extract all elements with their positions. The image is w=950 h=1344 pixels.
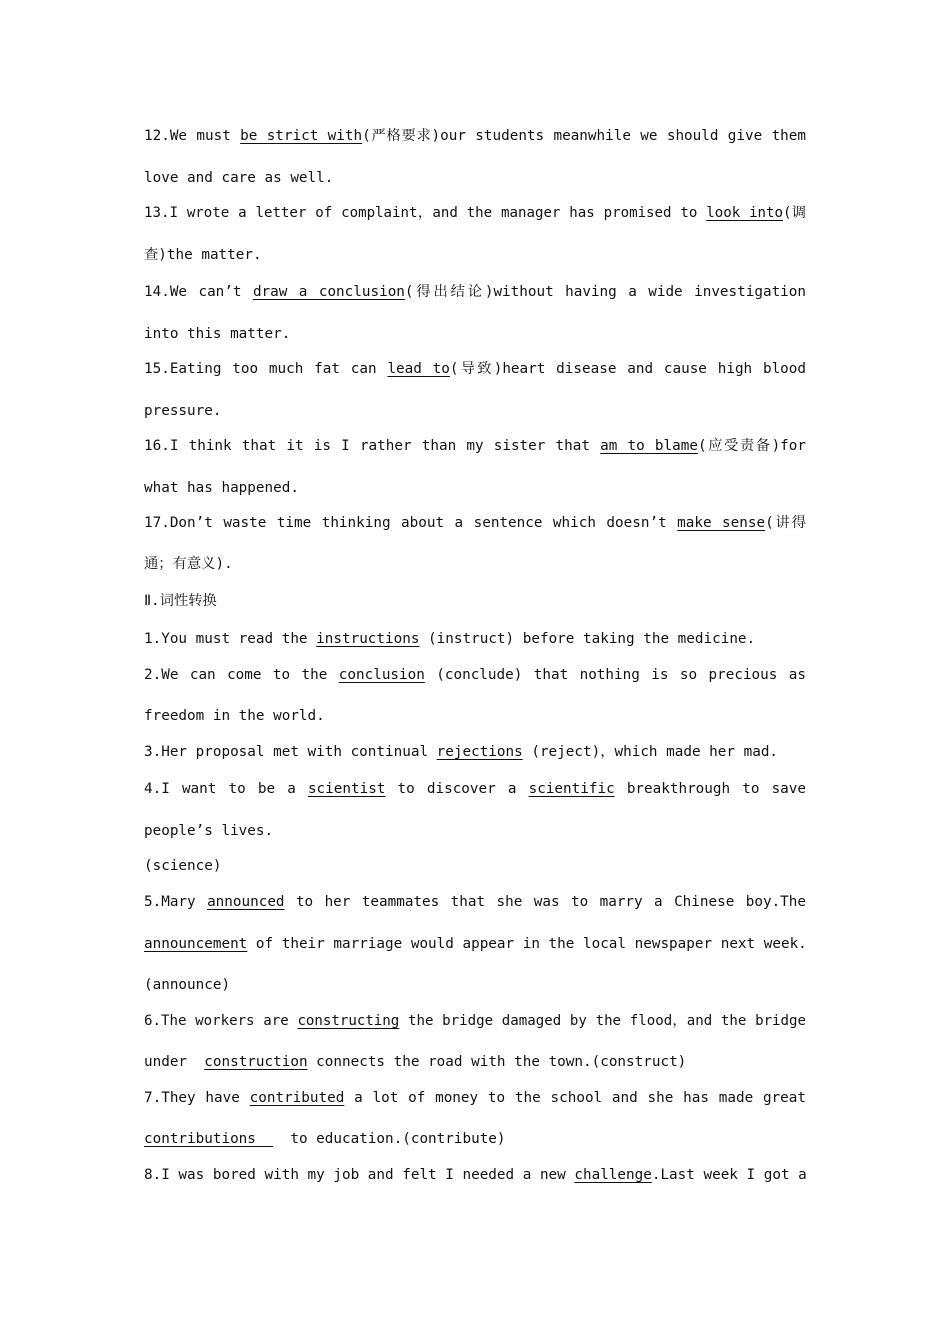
s2-q6-line-1 bbox=[144, 1011, 806, 1031]
s2-q5-text-after: to her teammates that she was to marry a Chinese boy.The bbox=[284, 894, 806, 910]
q14-text-after: (得出结论)without having a wide investigation bbox=[404, 284, 806, 300]
q17-text: 17.Don’t waste time thinking about a sentence which doesn’t bbox=[144, 515, 678, 531]
q17-line-1 bbox=[144, 513, 806, 533]
q14-text: 14.We can’t bbox=[144, 284, 253, 300]
s2-q5-answer-2: announcement bbox=[144, 936, 248, 952]
s2-q5-answer-1: announced bbox=[207, 894, 285, 910]
q12-text: 12.We must bbox=[144, 128, 241, 144]
s2-q5-line-1 bbox=[144, 892, 806, 912]
q13-text-after: (调 bbox=[783, 205, 806, 221]
q15-text-after: (导致)heart disease and cause high blood bbox=[449, 361, 807, 377]
s2-q3-line-1 bbox=[144, 742, 806, 762]
q12-line-1 bbox=[144, 126, 806, 146]
s2-q2-answer: conclusion bbox=[338, 667, 425, 683]
s2-q1-line-1 bbox=[144, 629, 806, 649]
s2-q5-line-2 bbox=[144, 934, 806, 954]
s2-q2-text: 2.We can come to the bbox=[144, 667, 339, 683]
s2-q8-text-after: .Last week I got a bbox=[651, 1167, 807, 1183]
s2-q7-text-after: a lot of money to the school and she has made great bbox=[344, 1090, 806, 1106]
s2-q7-line-2 bbox=[144, 1129, 806, 1149]
s2-q2-line-1 bbox=[144, 665, 806, 685]
s2-q4-line-3: (science) bbox=[144, 858, 222, 874]
s2-q6-text-after: the bridge damaged by the flood，and the bridge bbox=[399, 1013, 806, 1029]
q16-line-2: what has happened. bbox=[144, 480, 299, 496]
s2-q1-answer: instructions bbox=[316, 631, 420, 647]
s2-q7-answer-2: contributions bbox=[144, 1131, 274, 1147]
s2-q4-answer-1: scientist bbox=[307, 781, 386, 797]
s2-q2-text-after: (conclude) that nothing is so precious as bbox=[424, 667, 806, 683]
q14-line-1 bbox=[144, 282, 806, 302]
s2-q1-text: 1.You must read the bbox=[144, 631, 317, 647]
q13-text: 13.I wrote a letter of complaint，and the manager has promised to bbox=[144, 205, 707, 221]
s2-q5-text: 5.Mary bbox=[144, 894, 208, 910]
q13-line-2: 查)the matter. bbox=[144, 247, 262, 263]
s2-q5-line-3: (announce) bbox=[144, 977, 231, 993]
q12-line-2: love and care as well. bbox=[144, 170, 334, 186]
q17-text-after: (讲得 bbox=[765, 515, 807, 531]
s2-q7-text-after-2: to education.(contribute) bbox=[273, 1131, 506, 1147]
q16-text-after: (应受责备)for bbox=[697, 438, 806, 454]
q16-answer: am to blame bbox=[600, 438, 698, 454]
s2-q6-text: 6.The workers are bbox=[144, 1013, 298, 1029]
s2-q3-answer: rejections bbox=[436, 744, 523, 760]
s2-q7-text: 7.They have bbox=[144, 1090, 250, 1106]
q16-text: 16.I think that it is I rather than my sister that bbox=[144, 438, 601, 454]
q15-line-2: pressure. bbox=[144, 403, 222, 419]
s2-q5-text-after-2: of their marriage would appear in the local newspaper next week. bbox=[247, 936, 807, 952]
q16-line-1 bbox=[144, 436, 806, 456]
s2-q6-line-2 bbox=[144, 1052, 806, 1072]
q14-line-2: into this matter. bbox=[144, 326, 291, 342]
s2-q4-text: 4.I want to be a bbox=[144, 781, 308, 797]
s2-q7-answer-1: contributed bbox=[249, 1090, 345, 1106]
s2-q4-text-mid: to discover a bbox=[385, 781, 529, 797]
s2-q3-text: 3.Her proposal met with continual bbox=[144, 744, 437, 760]
s2-q7-line-1 bbox=[144, 1088, 806, 1108]
s2-q6-answer-1: constructing bbox=[297, 1013, 400, 1029]
q15-answer: lead to bbox=[387, 361, 450, 377]
q17-answer: make sense bbox=[677, 515, 766, 531]
s2-q4-line-2: people’s lives. bbox=[144, 823, 274, 839]
s2-q8-answer: challenge bbox=[574, 1167, 652, 1183]
q12-text-after: (严格要求)our students meanwhile we should give them bbox=[362, 128, 806, 144]
q15-line-1 bbox=[144, 359, 806, 379]
s2-q2-line-2: freedom in the world. bbox=[144, 708, 325, 724]
s2-q1-text-after: (instruct) before taking the medicine. bbox=[419, 631, 756, 647]
q14-answer: draw a conclusion bbox=[252, 284, 405, 300]
s2-q8-line-1 bbox=[144, 1165, 806, 1185]
section-2-heading: Ⅱ.词性转换 bbox=[144, 593, 217, 609]
q15-text: 15.Eating too much fat can bbox=[144, 361, 388, 377]
s2-q3-text-after: (reject)，which made her mad. bbox=[522, 744, 779, 760]
s2-q8-text: 8.I was bored with my job and felt I needed a new bbox=[144, 1167, 575, 1183]
s2-q4-answer-2: scientific bbox=[528, 781, 615, 797]
s2-q6-answer-2: construction bbox=[204, 1054, 308, 1070]
q17-line-2: 通；有意义). bbox=[144, 556, 233, 572]
s2-q4-line-1 bbox=[144, 779, 806, 799]
q13-line-1 bbox=[144, 203, 806, 223]
s2-q6-text-after-2: connects the road with the town.(construct) bbox=[307, 1054, 687, 1070]
q12-answer: be strict with bbox=[240, 128, 363, 144]
q13-answer: look into bbox=[706, 205, 784, 221]
s2-q6-text-2: under bbox=[144, 1054, 205, 1070]
s2-q4-text-after: breakthrough to save bbox=[614, 781, 807, 797]
